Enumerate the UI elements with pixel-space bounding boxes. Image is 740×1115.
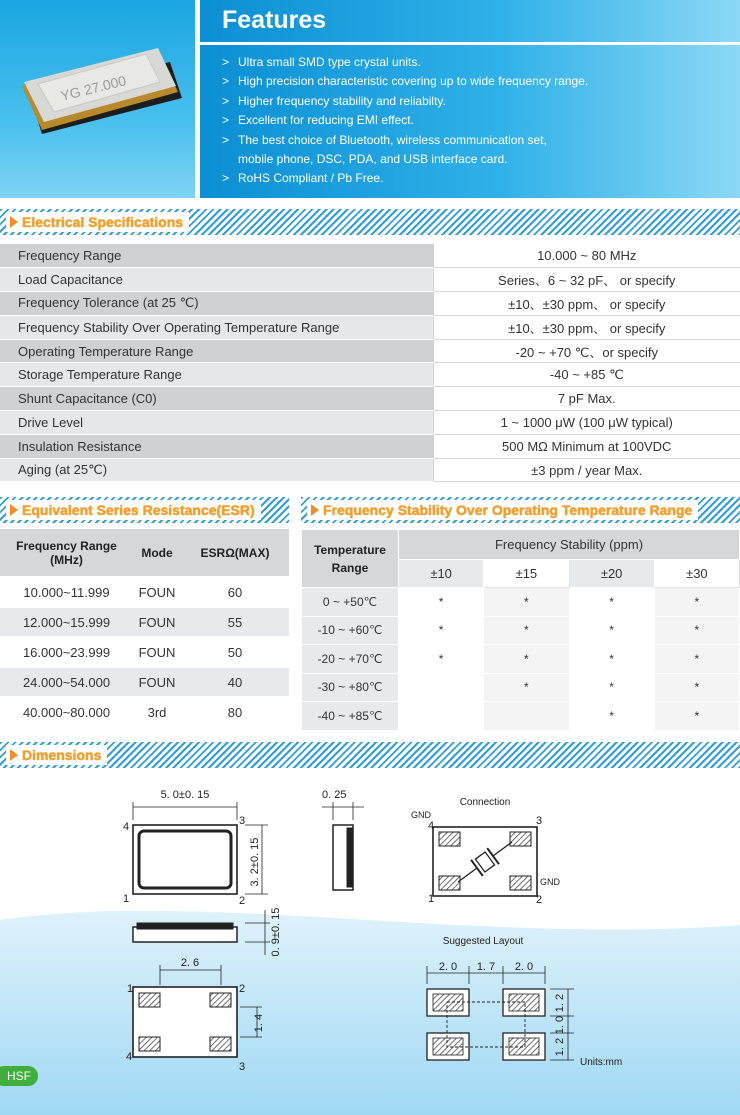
stability-cell: * — [484, 645, 569, 674]
layout-gap: 1. 7 — [476, 961, 496, 973]
triangle-icon — [10, 504, 18, 516]
conn-pin-4-label: 4 — [427, 820, 435, 832]
spec-parameter: Frequency Tolerance (at 25 ℃) — [0, 292, 433, 316]
spec-value: 7 pF Max. — [433, 387, 740, 411]
stability-cell — [484, 702, 569, 731]
feature-item: > High precision characteristic covering up to wide frequency range. — [222, 72, 588, 91]
stability-temp-range: -40 ~ +85℃ — [302, 702, 399, 731]
esr-value: 55 — [181, 607, 289, 637]
stability-row — [302, 673, 740, 702]
esr-value: 40 — [181, 667, 289, 697]
stability-cell: * — [399, 645, 484, 674]
spec-row — [0, 458, 740, 482]
layout-height-2: 1. 2 — [554, 1037, 566, 1057]
esr-header-mode: Mode — [133, 529, 181, 577]
stability-temp-range: -30 ~ +80℃ — [302, 673, 399, 702]
conn-pin-2-label: 2 — [535, 894, 543, 906]
arrow-icon: > — [222, 93, 230, 108]
spec-parameter: Storage Temperature Range — [0, 363, 433, 387]
feature-item: > The best choice of Bluetooth, wireless communication set, — [222, 131, 588, 150]
spec-value: -40 ~ +85 ℃ — [433, 363, 740, 387]
spec-value: 1 ~ 1000 μW (100 μW typical) — [433, 411, 740, 435]
layout-width-2: 2. 0 — [514, 961, 534, 973]
esr-value: 60 — [181, 577, 289, 607]
stability-cell: * — [654, 702, 739, 731]
stability-cell — [399, 702, 484, 731]
esr-range: 40.000~80.000 — [0, 697, 133, 727]
stability-cell: * — [569, 588, 654, 617]
pin-3-label: 3 — [238, 815, 246, 827]
esr-range: 24.000~54.000 — [0, 667, 133, 697]
arrow-icon: > — [222, 113, 230, 128]
section-electrical — [0, 209, 740, 235]
esr-row — [0, 637, 289, 667]
esr-row — [0, 577, 289, 607]
dim-thickness-top: 0. 25 — [322, 789, 347, 801]
spec-row — [0, 268, 740, 292]
spec-value: Series、6 ~ 32 pF、 or specify — [433, 268, 740, 292]
esr-mode: FOUN — [133, 637, 181, 667]
stability-table — [301, 529, 740, 731]
triangle-icon — [311, 504, 319, 516]
stability-cell: * — [399, 616, 484, 645]
spec-parameter: Operating Temperature Range — [0, 339, 433, 363]
dimensions-drawing — [0, 770, 740, 1115]
esr-header-esr: ESRΩ(MAX) — [181, 529, 289, 577]
stability-cell: * — [569, 702, 654, 731]
spec-value: 500 MΩ Minimum at 100VDC — [433, 434, 740, 458]
esr-range: 10.000~11.999 — [0, 577, 133, 607]
layout-height-mid: 1. 0 — [554, 1015, 566, 1035]
stability-row — [302, 702, 740, 731]
esr-mode: FOUN — [133, 607, 181, 637]
feature-item-continued: mobile phone, DSC, PDA, and USB interface card. — [238, 152, 508, 167]
spec-row — [0, 315, 740, 339]
stability-cell: * — [484, 616, 569, 645]
section-title: Electrical Specifications — [22, 214, 184, 230]
esr-mode: 3rd — [133, 697, 181, 727]
spec-parameter: Aging (at 25℃) — [0, 458, 433, 482]
side-view — [322, 802, 364, 890]
section-title: Dimensions — [22, 747, 102, 763]
spec-row — [0, 411, 740, 435]
spec-parameter: Frequency Range — [0, 244, 433, 268]
spec-value: ±10、±30 ppm、 or specify — [433, 292, 740, 316]
pin-4-label: 4 — [122, 821, 130, 833]
stability-cell: * — [569, 673, 654, 702]
stability-cell: * — [484, 673, 569, 702]
arrow-icon: > — [222, 55, 230, 69]
spec-row — [0, 387, 740, 411]
esr-row — [0, 607, 289, 637]
section-esr — [0, 497, 289, 523]
esr-mode: FOUN — [133, 577, 181, 607]
bottom-pin-4-label: 4 — [125, 1051, 133, 1063]
spec-value: ±3 ppm / year Max. — [433, 458, 740, 482]
stability-cell: * — [484, 588, 569, 617]
features-divider — [200, 42, 740, 45]
section-title: Frequency Stability Over Operating Temperature Range — [323, 502, 693, 518]
dim-thickness: 0. 9±0. 15 — [270, 907, 282, 957]
esr-mode: FOUN — [133, 667, 181, 697]
feature-item: > Higher frequency stability and reliabilty. — [222, 92, 588, 111]
esr-header-frequency: Frequency Range (MHz) — [0, 529, 133, 577]
spec-parameter: Shunt Capacitance (C0) — [0, 387, 433, 411]
spec-parameter: Insulation Resistance — [0, 434, 433, 458]
spec-row — [0, 339, 740, 363]
section-tag — [6, 212, 189, 232]
spec-value: 10.000 ~ 80 MHz — [433, 244, 740, 268]
section-title: Equivalent Series Resistance(ESR) — [22, 502, 255, 518]
stability-tolerance-header: ±20 — [569, 560, 654, 588]
section-stability — [301, 497, 740, 523]
gnd-label-bottom: GND — [540, 877, 560, 887]
top-view — [133, 802, 268, 894]
stability-cell — [399, 673, 484, 702]
section-dimensions — [0, 742, 740, 768]
crystal-marking: YG 27.000 — [58, 72, 128, 104]
esr-row — [0, 697, 289, 727]
connection-diagram — [433, 827, 537, 896]
stability-cell: * — [569, 645, 654, 674]
stability-cell: * — [654, 645, 739, 674]
esr-table — [0, 529, 289, 728]
esr-row — [0, 667, 289, 697]
background-wave — [0, 911, 740, 1115]
header — [0, 0, 740, 198]
pin-1-label: 1 — [122, 893, 130, 905]
stability-row — [302, 616, 740, 645]
arrow-icon: > — [222, 132, 230, 147]
layout-width-1: 2. 0 — [438, 961, 458, 973]
stability-tolerance-header: ±10 — [399, 560, 484, 588]
spec-parameter: Load Capacitance — [0, 268, 433, 292]
gnd-label-top: GND — [411, 810, 431, 820]
dim-pad-height: 1. 4 — [253, 1013, 265, 1033]
feature-item: > Ultra small SMD type crystal units. — [222, 53, 588, 72]
crystal-unit-image — [0, 0, 195, 198]
triangle-icon — [10, 749, 18, 761]
spec-parameter: Frequency Stability Over Operating Temperature Range — [0, 315, 433, 339]
features-list — [222, 53, 588, 189]
esr-value: 50 — [181, 637, 289, 667]
spec-value: -20 ~ +70 ℃、or specify — [433, 339, 740, 363]
layout-height-1: 1. 2 — [554, 993, 566, 1013]
stability-tolerance-header: ±30 — [654, 560, 739, 588]
arrow-icon: > — [222, 171, 230, 186]
dim-pad-span: 2. 6 — [180, 957, 200, 969]
dim-height: 3. 2±0. 15 — [249, 837, 261, 887]
stability-cell: * — [654, 588, 739, 617]
feature-item: > RoHS Compliant / Pb Free. — [222, 169, 588, 188]
connection-title: Connection — [459, 797, 511, 808]
spec-parameter: Drive Level — [0, 411, 433, 435]
stability-cell: * — [654, 673, 739, 702]
stability-temp-range: -10 ~ +60℃ — [302, 616, 399, 645]
stability-cell: * — [399, 588, 484, 617]
units-label: Units:mm — [580, 1057, 623, 1068]
hsf-badge: HSF — [0, 1066, 38, 1086]
spec-row — [0, 292, 740, 316]
esr-range: 12.000~15.999 — [0, 607, 133, 637]
esr-value: 80 — [181, 697, 289, 727]
spec-row — [0, 363, 740, 387]
esr-range: 16.000~23.999 — [0, 637, 133, 667]
dim-width: 5. 0±0. 15 — [160, 789, 210, 801]
stability-row — [302, 645, 740, 674]
section-tag — [6, 745, 107, 765]
stability-temp-range: -20 ~ +70℃ — [302, 645, 399, 674]
conn-pin-1-label: 1 — [427, 893, 435, 905]
conn-pin-3-label: 3 — [535, 815, 543, 827]
arrow-icon: > — [222, 74, 230, 89]
spec-row — [0, 244, 740, 268]
stability-row — [302, 588, 740, 617]
stability-cell: * — [654, 616, 739, 645]
features-panel — [200, 0, 740, 198]
stability-tolerance-header: ±15 — [484, 560, 569, 588]
stability-header-temperature: Temperature Range — [302, 530, 399, 588]
bottom-pin-2-label: 2 — [238, 983, 246, 995]
product-photo — [0, 0, 195, 198]
pin-2-label: 2 — [238, 895, 246, 907]
stability-cell: * — [569, 616, 654, 645]
triangle-icon — [10, 216, 18, 228]
stability-header-group: Frequency Stability (ppm) — [399, 530, 740, 560]
bottom-pin-3-label: 3 — [238, 1061, 246, 1073]
feature-item: > Excellent for reducing EMI effect. — [222, 111, 588, 130]
section-tag — [307, 500, 698, 520]
spec-value: ±10、±30 ppm、 or specify — [433, 315, 740, 339]
bottom-pin-1-label: 1 — [126, 983, 134, 995]
stability-temp-range: 0 ~ +50℃ — [302, 588, 399, 617]
features-title: Features — [222, 6, 327, 34]
spec-row — [0, 434, 740, 458]
electrical-spec-table — [0, 244, 740, 482]
layout-title: Suggested Layout — [442, 936, 524, 947]
section-tag — [6, 500, 261, 520]
